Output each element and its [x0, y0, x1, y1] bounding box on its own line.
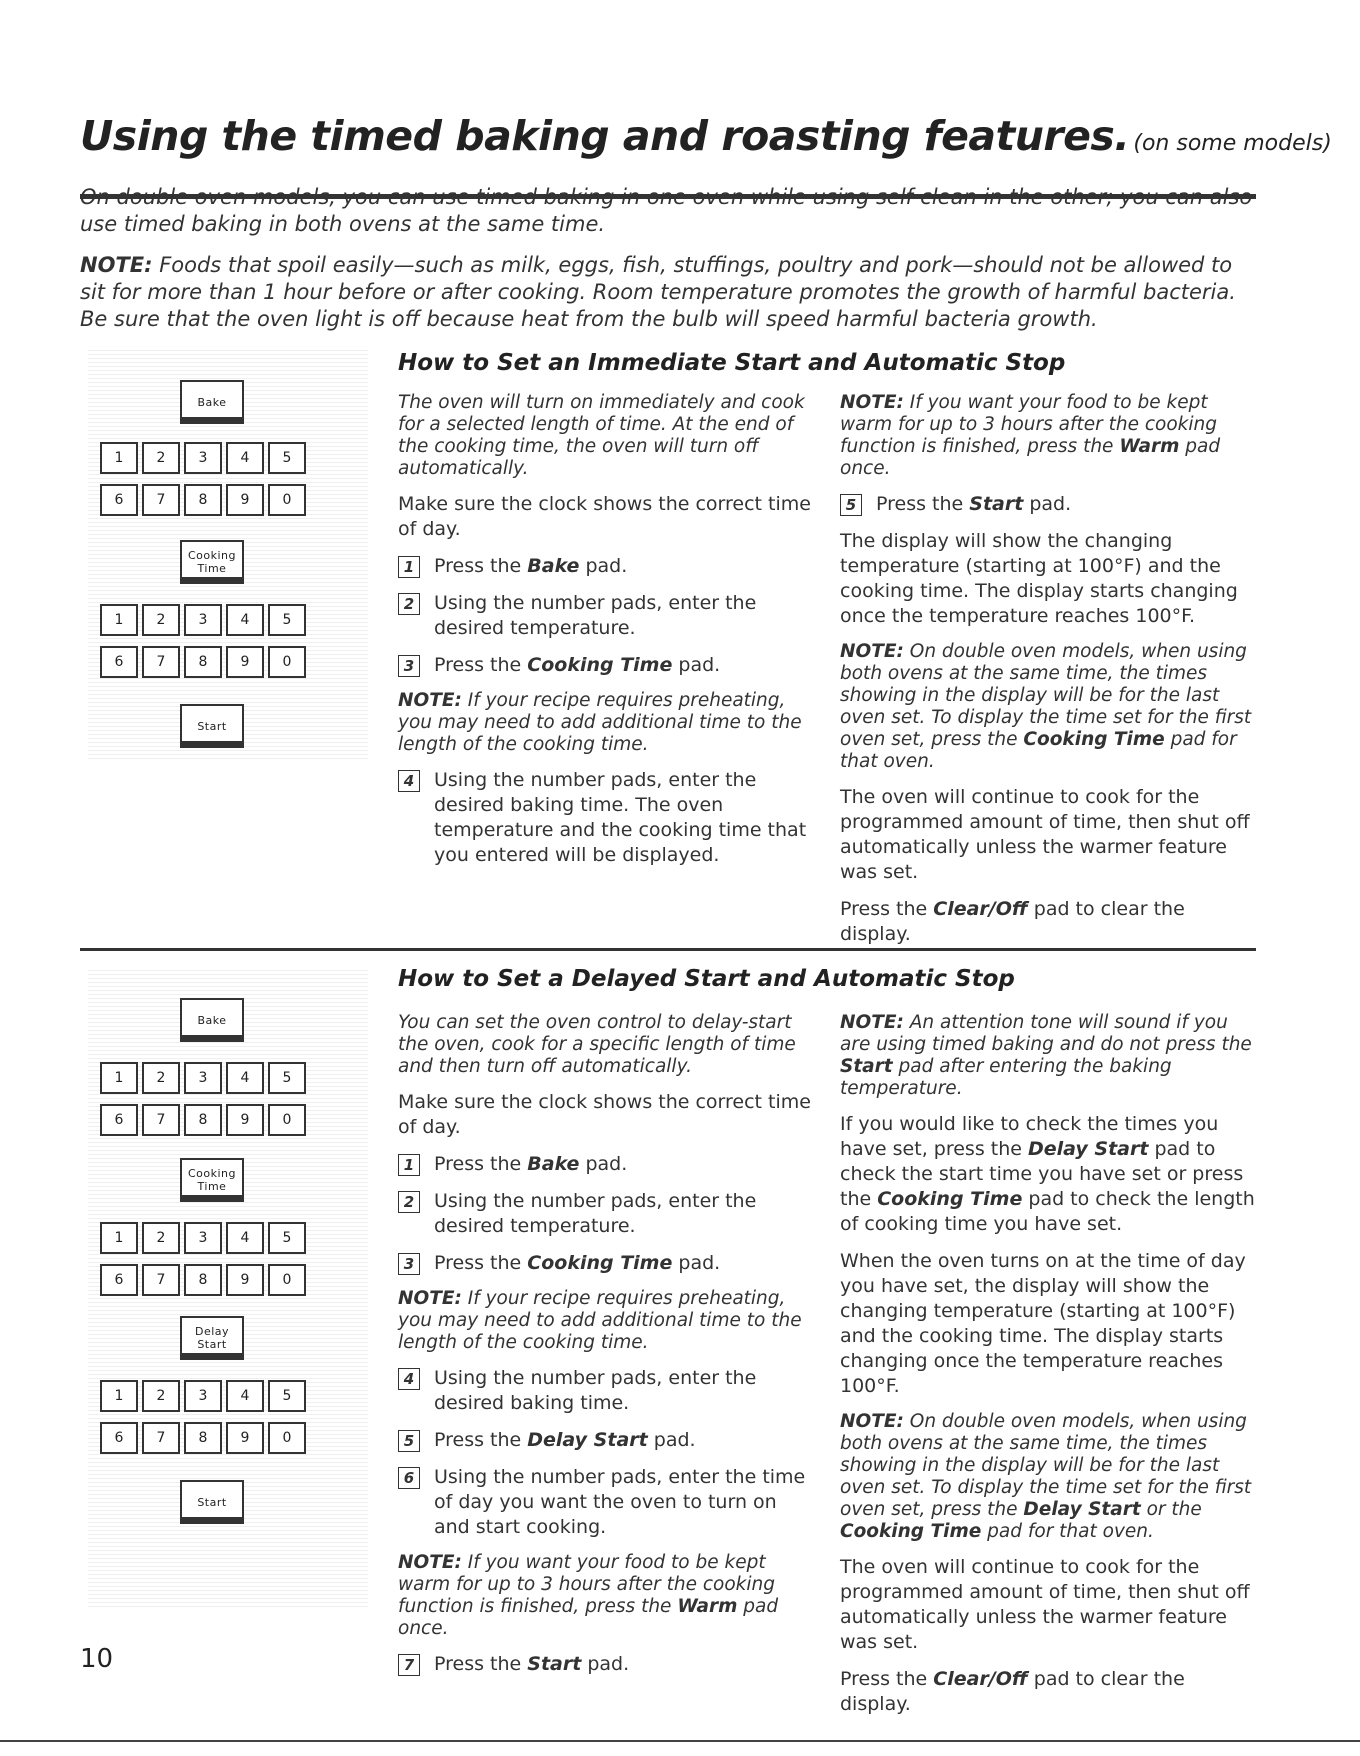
bake-pad: Bake	[180, 998, 244, 1042]
section1-step-5: 5 Press the Start pad.	[840, 492, 1260, 517]
step-number: 3	[398, 1253, 420, 1275]
section1-note-double: NOTE: On double oven models, when using both ovens at the same time, the times showing in the display will be for the last oven set. To display the time set for the first oven set, press the Cooking Time pad for that oven.	[840, 641, 1252, 772]
section2-column-right	[840, 1012, 1260, 1729]
delay-start-pad: Delay Start	[180, 1316, 244, 1360]
section-title-delayed: How to Set a Delayed Start and Automatic Stop	[398, 966, 1015, 992]
digit-pad: 6	[100, 1264, 138, 1296]
digit-pad: 0	[268, 646, 306, 678]
section-title-immediate: How to Set an Immediate Start and Automatic Stop	[398, 350, 1066, 376]
digit-pad: 1	[100, 442, 138, 474]
section2-note-warm: NOTE: If you want your food to be kept warm for up to 3 hours after the cooking function is finished, press the Warm pad once.	[398, 1552, 779, 1639]
digit-pad: 3	[184, 604, 222, 636]
step-number: 3	[398, 655, 420, 677]
digit-pad: 7	[142, 484, 180, 516]
digit-pad: 7	[142, 1104, 180, 1136]
section2-note-preheat: NOTE: If your recipe requires preheating, you may need to add additional time to the length of the cooking time.	[398, 1288, 802, 1353]
section2-note-tone: NOTE: An attention tone will sound if you are using timed baking and do not press the Start pad after entering the baking temperature.	[840, 1012, 1252, 1099]
page-title: Using the timed baking and roasting features. (on some models)	[80, 112, 1332, 160]
section1-column-right	[840, 392, 1260, 959]
keypad-diagram-immediate	[88, 350, 368, 762]
digit-pad: 1	[100, 1062, 138, 1094]
digit-pad: 8	[184, 1104, 222, 1136]
section1-step-1: 1 Press the Bake pad.	[398, 554, 818, 579]
digit-pad: 8	[184, 484, 222, 516]
section2-step-7: 7 Press the Start pad.	[398, 1652, 818, 1677]
section1-note-warm: NOTE: If you want your food to be kept warm for up to 3 hours after the cooking function is finished, press the Warm pad once.	[840, 392, 1221, 479]
digit-pad: 5	[268, 1380, 306, 1412]
section1-intro: The oven will turn on immediately and cook for a selected length of time. At the end of the cooking time, the oven will turn off automatically.	[398, 392, 805, 479]
step-number: 2	[398, 593, 420, 615]
digit-pad: 7	[142, 1422, 180, 1454]
section2-clear: Press the Clear/Off pad to clear the display.	[840, 1668, 1185, 1715]
section1-column-left	[398, 392, 818, 880]
digit-pad: 9	[226, 1422, 264, 1454]
digit-pad: 4	[226, 1062, 264, 1094]
section1-continue: The oven will continue to cook for the programmed amount of time, then shut off automatically unless the warmer feature was set.	[840, 786, 1250, 883]
digit-pad: 7	[142, 646, 180, 678]
step-number: 5	[398, 1430, 420, 1452]
step-number: 6	[398, 1467, 420, 1489]
digit-pad: 4	[226, 442, 264, 474]
section1-step-2: 2 Using the number pads, enter the desired temperature.	[398, 591, 818, 641]
start-pad: Start	[180, 1480, 244, 1524]
digit-pad: 3	[184, 1222, 222, 1254]
digit-pad: 5	[268, 604, 306, 636]
section2-step-2: 2 Using the number pads, enter the desired temperature.	[398, 1189, 818, 1239]
bake-pad: Bake	[180, 380, 244, 424]
digit-pad: 4	[226, 1222, 264, 1254]
section2-clock: Make sure the clock shows the correct time of day.	[398, 1091, 811, 1138]
section2-continue: The oven will continue to cook for the programmed amount of time, then shut off automatically unless the warmer feature was set.	[840, 1556, 1250, 1653]
digit-pad: 1	[100, 604, 138, 636]
section2-step-3: 3 Press the Cooking Time pad.	[398, 1251, 818, 1276]
note-label: NOTE:	[80, 253, 153, 277]
digit-pad: 8	[184, 646, 222, 678]
step-number: 4	[398, 1368, 420, 1390]
intro-paragraph: On double oven models, you can use timed baking in one oven while using self-clean in the other; you can also use timed baking in both ovens at the same time.	[80, 185, 1253, 236]
digit-pad: 9	[226, 646, 264, 678]
section1-display: The display will show the changing temperature (starting at 100°F) and the cooking time. The display starts changing once the temperature reaches 100°F.	[840, 530, 1238, 627]
section2-step-4: 4 Using the number pads, enter the desired baking time.	[398, 1366, 818, 1416]
section1-step-3: 3 Press the Cooking Time pad.	[398, 653, 818, 678]
digit-pad: 6	[100, 646, 138, 678]
page-subtitle: (on some models)	[1133, 131, 1332, 156]
digit-pad: 8	[184, 1264, 222, 1296]
digit-pad: 2	[142, 604, 180, 636]
digit-pad: 6	[100, 1104, 138, 1136]
digit-pad: 1	[100, 1222, 138, 1254]
digit-pad: 3	[184, 1380, 222, 1412]
step-number: 1	[398, 1154, 420, 1176]
digit-pad: 6	[100, 484, 138, 516]
digit-pad: 3	[184, 442, 222, 474]
start-pad: Start	[180, 704, 244, 748]
digit-pad: 2	[142, 1380, 180, 1412]
digit-pad: 0	[268, 1264, 306, 1296]
step-number: 7	[398, 1654, 420, 1676]
cooking-time-pad: Cooking Time	[180, 540, 244, 584]
digit-pad: 4	[226, 604, 264, 636]
page-number: 10	[80, 1644, 114, 1674]
digit-pad: 2	[142, 442, 180, 474]
section2-step-5: 5 Press the Delay Start pad.	[398, 1428, 818, 1453]
digit-pad: 9	[226, 1104, 264, 1136]
digit-pad: 1	[100, 1380, 138, 1412]
digit-pad: 0	[268, 484, 306, 516]
section2-intro: You can set the oven control to delay-start the oven, cook for a specific length of time and then turn off automatically.	[398, 1012, 796, 1077]
section2-check-times: If you would like to check the times you have set, press the Delay Start pad to check the start time you have set or press the Cooking Time pad to check the length of cooking time you have set.	[840, 1113, 1255, 1235]
step-number: 1	[398, 556, 420, 578]
bottom-divider	[0, 1740, 1360, 1742]
section1-note-preheat: NOTE: If your recipe requires preheating, you may need to add additional time to the length of the cooking time.	[398, 690, 802, 755]
section1-clear: Press the Clear/Off pad to clear the display.	[840, 898, 1185, 945]
digit-pad: 8	[184, 1422, 222, 1454]
section2-step-1: 1 Press the Bake pad.	[398, 1152, 818, 1177]
section-divider	[80, 948, 1256, 951]
section1-clock: Make sure the clock shows the correct time of day.	[398, 493, 811, 540]
step-number: 4	[398, 770, 420, 792]
digit-pad: 4	[226, 1380, 264, 1412]
section2-column-left	[398, 1012, 818, 1689]
digit-pad: 5	[268, 442, 306, 474]
section2-step-6: 6 Using the number pads, enter the time of day you want the oven to turn on and start cooking.	[398, 1465, 818, 1540]
digit-pad: 3	[184, 1062, 222, 1094]
digit-pad: 0	[268, 1422, 306, 1454]
step-number: 5	[840, 494, 862, 516]
digit-pad: 7	[142, 1264, 180, 1296]
keypad-diagram-delayed	[88, 970, 368, 1610]
digit-pad: 5	[268, 1062, 306, 1094]
digit-pad: 2	[142, 1222, 180, 1254]
digit-pad: 9	[226, 1264, 264, 1296]
intro-note: NOTE: Foods that spoil easily—such as milk, eggs, fish, stuffings, poultry and pork—should not be allowed to sit for more than 1 hour before or after cooking. Room temperature promotes the growth of harmful bacteria. Be sure that the oven light is off because heat from the bulb will speed harmful bacteria growth.	[80, 253, 1236, 331]
digit-pad: 2	[142, 1062, 180, 1094]
cooking-time-pad: Cooking Time	[180, 1158, 244, 1202]
digit-pad: 6	[100, 1422, 138, 1454]
section2-note-double: NOTE: On double oven models, when using both ovens at the same time, the times showing in the display will be for the last oven set. To display the time set for the first oven set, press the Delay Start or the Cooking Time pad for that oven.	[840, 1411, 1252, 1542]
step-number: 2	[398, 1191, 420, 1213]
digit-pad: 9	[226, 484, 264, 516]
section1-step-4: 4 Using the number pads, enter the desired baking time. The oven temperature and the cooking time that you entered will be displayed.	[398, 768, 818, 868]
digit-pad: 5	[268, 1222, 306, 1254]
digit-pad: 0	[268, 1104, 306, 1136]
section2-turns-on: When the oven turns on at the time of day you have set, the display will show the changing temperature (starting at 100°F) and the cooking time. The display starts changing once the temperature reaches 100°F.	[840, 1250, 1246, 1397]
